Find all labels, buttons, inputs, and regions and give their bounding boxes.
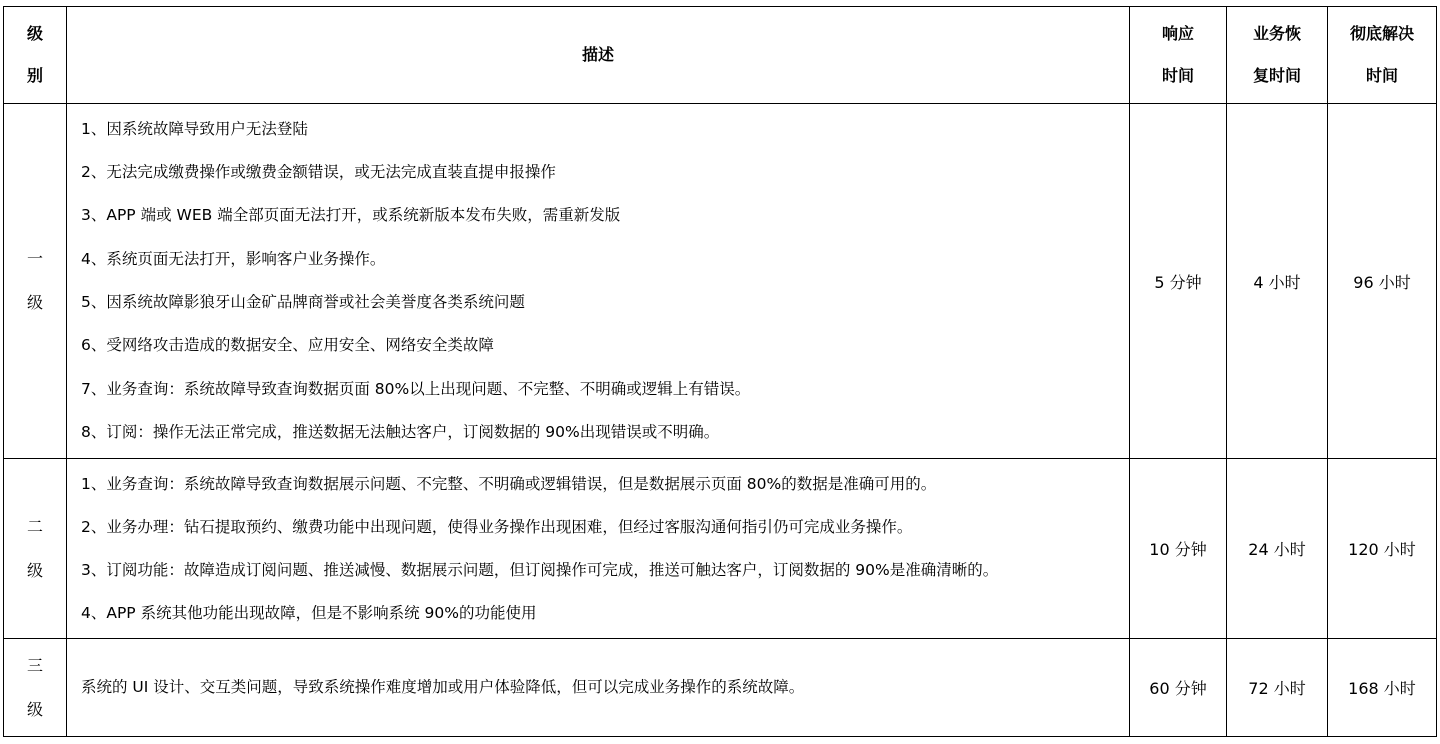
table-row-level-2	[4, 459, 1437, 639]
level-char-1: 三	[26, 655, 43, 675]
header-recovery-time	[1227, 7, 1328, 104]
header-resolution-line-1: 彻底解决	[1349, 24, 1414, 43]
level-char-1: 二	[26, 516, 43, 536]
level-char-2: 级	[26, 293, 43, 312]
resolution-time-cell: 96 小时	[1328, 104, 1437, 459]
header-resolution-time	[1328, 7, 1437, 104]
header-level	[4, 7, 67, 104]
description-line: 4、APP 系统其他功能出现故障，但是不影响系统 90%的功能使用	[81, 603, 537, 622]
description-line: 7、业务查询：系统故障导致查询数据页面 80%以上出现问题、不完整、不明确或逻辑上有错误。	[81, 379, 751, 398]
header-level-line-1: 级	[26, 24, 43, 43]
header-recovery-line-2: 复时间	[1252, 66, 1301, 85]
response-time-cell: 5 分钟	[1130, 104, 1227, 459]
recovery-time-cell: 72 小时	[1227, 639, 1328, 737]
header-response-line-2: 时间	[1161, 66, 1194, 85]
description-line: 3、订阅功能：故障造成订阅问题、推送减慢、数据展示问题，但订阅操作可完成，推送可触达客户，订阅数据的 90%是准确清晰的。	[81, 560, 999, 579]
response-time-cell: 60 分钟	[1130, 639, 1227, 737]
header-row	[4, 7, 1437, 104]
incident-level-table	[3, 6, 1437, 737]
level-char-2: 级	[26, 560, 43, 580]
description-cell	[67, 639, 1130, 737]
header-recovery-line-1: 业务恢	[1252, 24, 1301, 43]
description-cell	[67, 104, 1130, 459]
description-line: 8、订阅：操作无法正常完成，推送数据无法触达客户，订阅数据的 90%出现错误或不明确。	[81, 422, 720, 441]
resolution-time-cell: 168 小时	[1328, 639, 1437, 737]
header-response-time	[1130, 7, 1227, 104]
level-cell	[4, 639, 67, 737]
table-row-level-3	[4, 639, 1437, 737]
resolution-time-cell: 120 小时	[1328, 459, 1437, 639]
recovery-time-cell: 24 小时	[1227, 459, 1328, 639]
recovery-time-cell: 4 小时	[1227, 104, 1328, 459]
level-char-1: 一	[26, 249, 43, 268]
level-char-2: 级	[26, 699, 43, 719]
description-line: 系统的 UI 设计、交互类问题，导致系统操作难度增加或用户体验降低，但可以完成业务操作的系统故障。	[81, 677, 805, 696]
level-cell	[4, 104, 67, 459]
description-line: 5、因系统故障影狼牙山金矿品牌商誉或社会美誉度各类系统问题	[81, 293, 525, 311]
description-line: 2、无法完成缴费操作或缴费金额错误，或无法完成直装直提申报操作	[81, 163, 556, 182]
header-description: 描述	[67, 7, 1130, 104]
header-response-line-1: 响应	[1161, 24, 1194, 43]
description-line: 6、受网络攻击造成的数据安全、应用安全、网络安全类故障	[81, 336, 494, 355]
description-line: 2、业务办理：钻石提取预约、缴费功能中出现问题，使得业务操作出现困难，但经过客服沟通何指引仍可完成业务操作。	[81, 517, 913, 536]
header-resolution-line-2: 时间	[1365, 66, 1398, 85]
description-line: 4、系统页面无法打开，影响客户业务操作。	[81, 249, 386, 268]
header-level-line-2: 别	[26, 66, 43, 85]
description-cell	[67, 459, 1130, 639]
description-line: 1、因系统故障导致用户无法登陆	[81, 119, 308, 138]
level-cell	[4, 459, 67, 639]
description-line: 3、APP 端或 WEB 端全部页面无法打开，或系统新版本发布失败，需重新发版	[81, 206, 621, 225]
response-time-cell: 10 分钟	[1130, 459, 1227, 639]
table-row-level-1	[4, 104, 1437, 459]
description-line: 1、业务查询：系统故障导致查询数据展示问题、不完整、不明确或逻辑错误，但是数据展示页面 80%的数据是准确可用的。	[81, 474, 937, 493]
